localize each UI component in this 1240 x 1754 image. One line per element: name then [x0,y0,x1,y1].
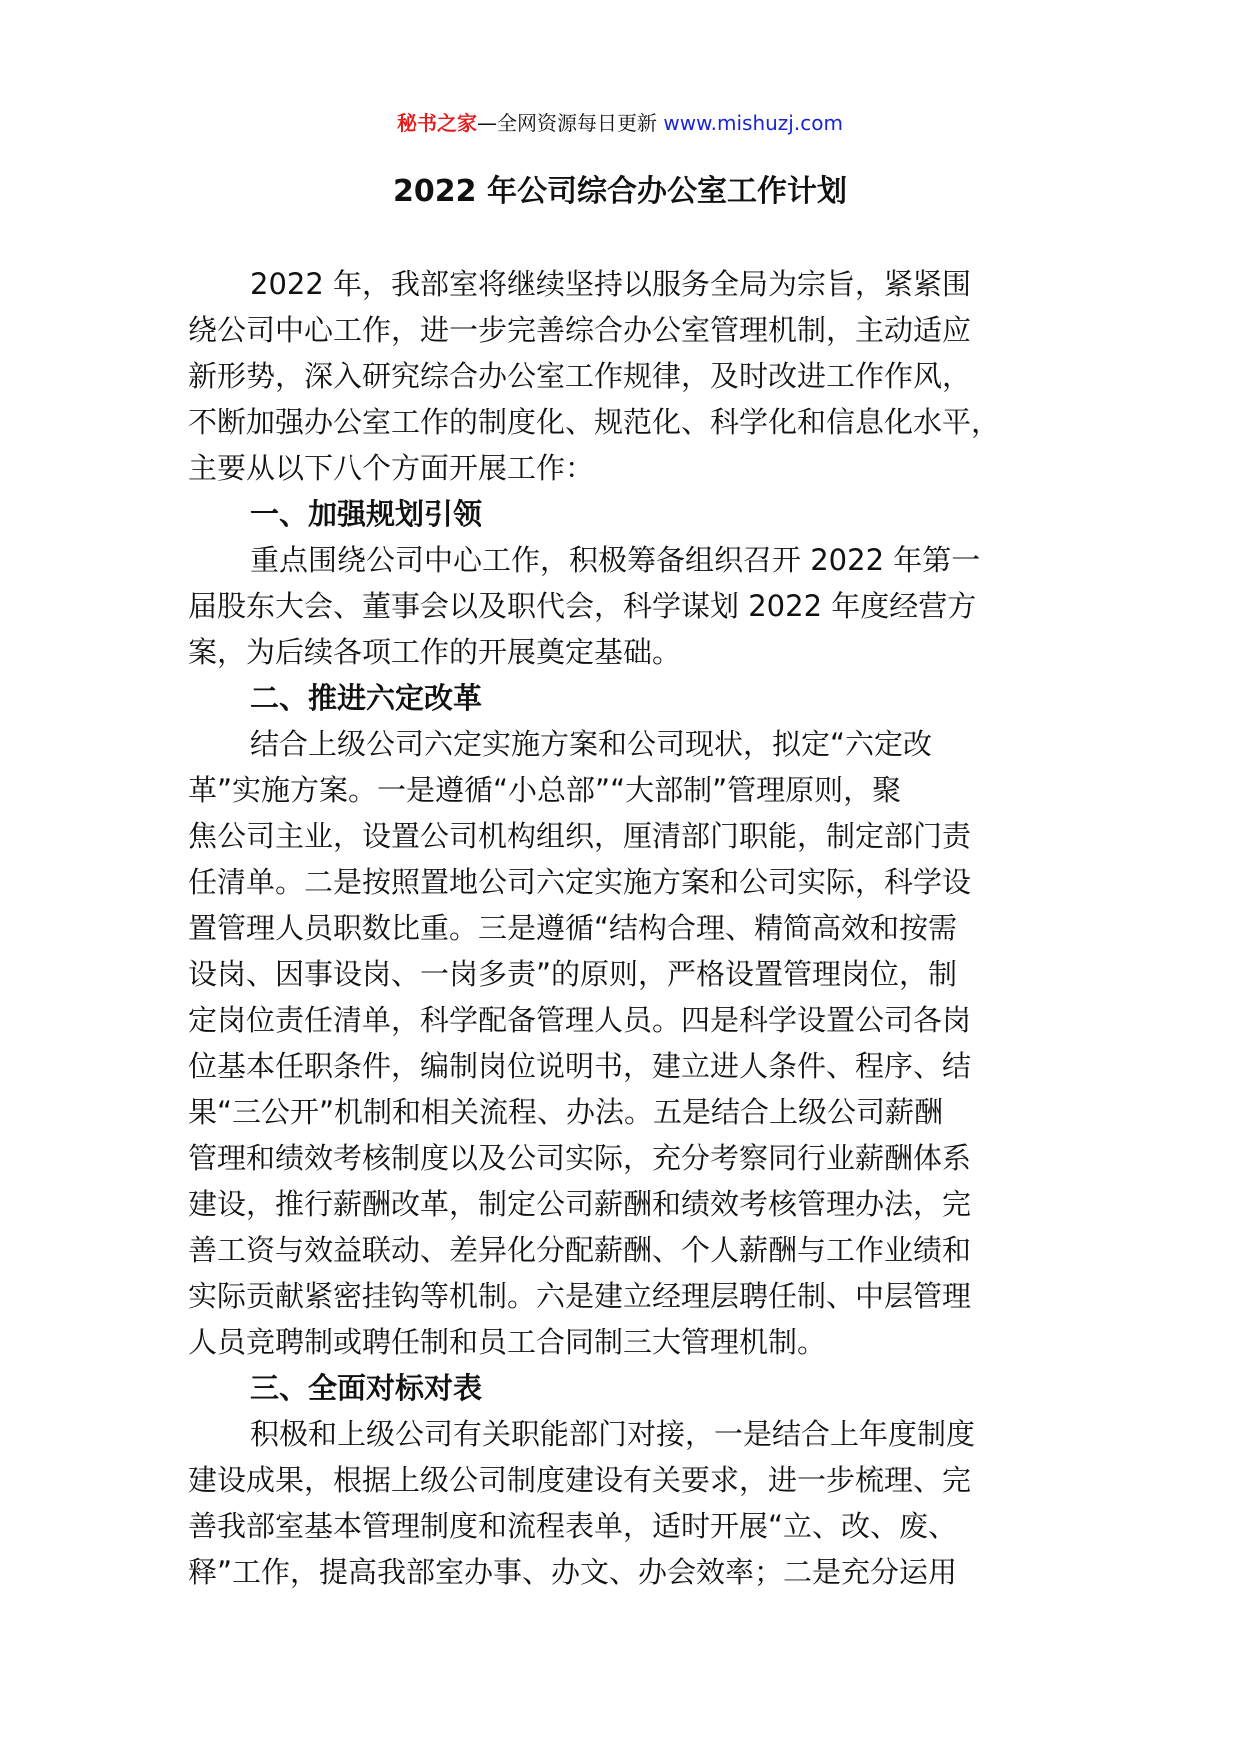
paragraph-line: 新形势，深入研究综合办公室工作规律，及时改进工作作风， [188,359,972,393]
site-url-link[interactable]: www.mishuzj.com [663,111,843,135]
paragraph-line: 任清单。二是按照置地公司六定实施方案和公司实际，科学设 [188,865,972,899]
paragraph-line: 果“三公开”机制和相关流程、办法。五是结合上级公司薪酬 [188,1095,944,1129]
paragraph-line: 置管理人员职数比重。三是遵循“结构合理、精简高效和按需 [188,911,958,945]
paragraph-line: 焦公司主业，设置公司机构组织，厘清部门职能，制定部门责 [188,819,972,853]
section-heading: 二、推进六定改革 [250,681,483,715]
paragraph-line: 结合上级公司六定实施方案和公司现状，拟定“六定改 [250,727,933,761]
paragraph-line: 重点围绕公司中心工作，积极筹备组织召开 2022 年第一 [250,543,981,577]
document-title: 2022 年公司综合办公室工作计划 [393,174,847,209]
paragraph-line: 2022 年，我部室将继续坚持以服务全局为宗旨，紧紧围 [250,267,972,301]
paragraph-line: 设岗、因事设岗、一岗多责”的原则，严格设置管理岗位，制 [188,957,958,991]
paragraph-line: 不断加强办公室工作的制度化、规范化、科学化和信息化水平， [188,405,1001,439]
paragraph-line: 位基本任职条件，编制岗位说明书，建立进人条件、程序、结 [188,1049,972,1083]
paragraph-line: 建设，推行薪酬改革，制定公司薪酬和绩效考核管理办法，完 [188,1187,972,1221]
document-body [188,261,1056,1595]
paragraph-line: 案，为后续各项工作的开展奠定基础。 [188,635,682,669]
paragraph-line: 建设成果，根据上级公司制度建设有关要求，进一步梳理、完 [188,1463,972,1497]
paragraph-line: 主要从以下八个方面开展工作： [188,451,595,485]
brand-name: 秘书之家 [397,111,478,135]
section-heading: 一、加强规划引领 [250,497,483,531]
paragraph-line: 届股东大会、董事会以及职代会，科学谋划 2022 年度经营方 [188,589,977,623]
paragraph-line: 人员竞聘制或聘任制和员工合同制三大管理机制。 [188,1325,827,1359]
paragraph-line: 绕公司中心工作，进一步完善综合办公室管理机制，主动适应 [188,313,972,347]
paragraph-line: 积极和上级公司有关职能部门对接，一是结合上年度制度 [250,1417,976,1451]
paragraph-line: 革”实施方案。一是遵循“小总部”“大部制”管理原则，聚 [188,773,902,807]
section-heading: 三、全面对标对表 [250,1371,483,1405]
paragraph-line: 善工资与效益联动、差异化分配薪酬、个人薪酬与工作业绩和 [188,1233,972,1267]
paragraph-line: 释”工作，提高我部室办事、办文、办会效率；二是充分运用 [188,1555,958,1589]
paragraph-line: 实际贡献紧密挂钩等机制。六是建立经理层聘任制、中层管理 [188,1279,972,1313]
paragraph-line: 善我部室基本管理制度和流程表单，适时开展“立、改、废、 [188,1509,958,1543]
paragraph-line: 管理和绩效考核制度以及公司实际，充分考察同行业薪酬体系 [188,1141,972,1175]
site-banner [0,100,1240,146]
paragraph-line: 定岗位责任清单，科学配备管理人员。四是科学设置公司各岗 [188,1003,972,1037]
banner-slogan: —全网资源每日更新 [477,111,664,135]
